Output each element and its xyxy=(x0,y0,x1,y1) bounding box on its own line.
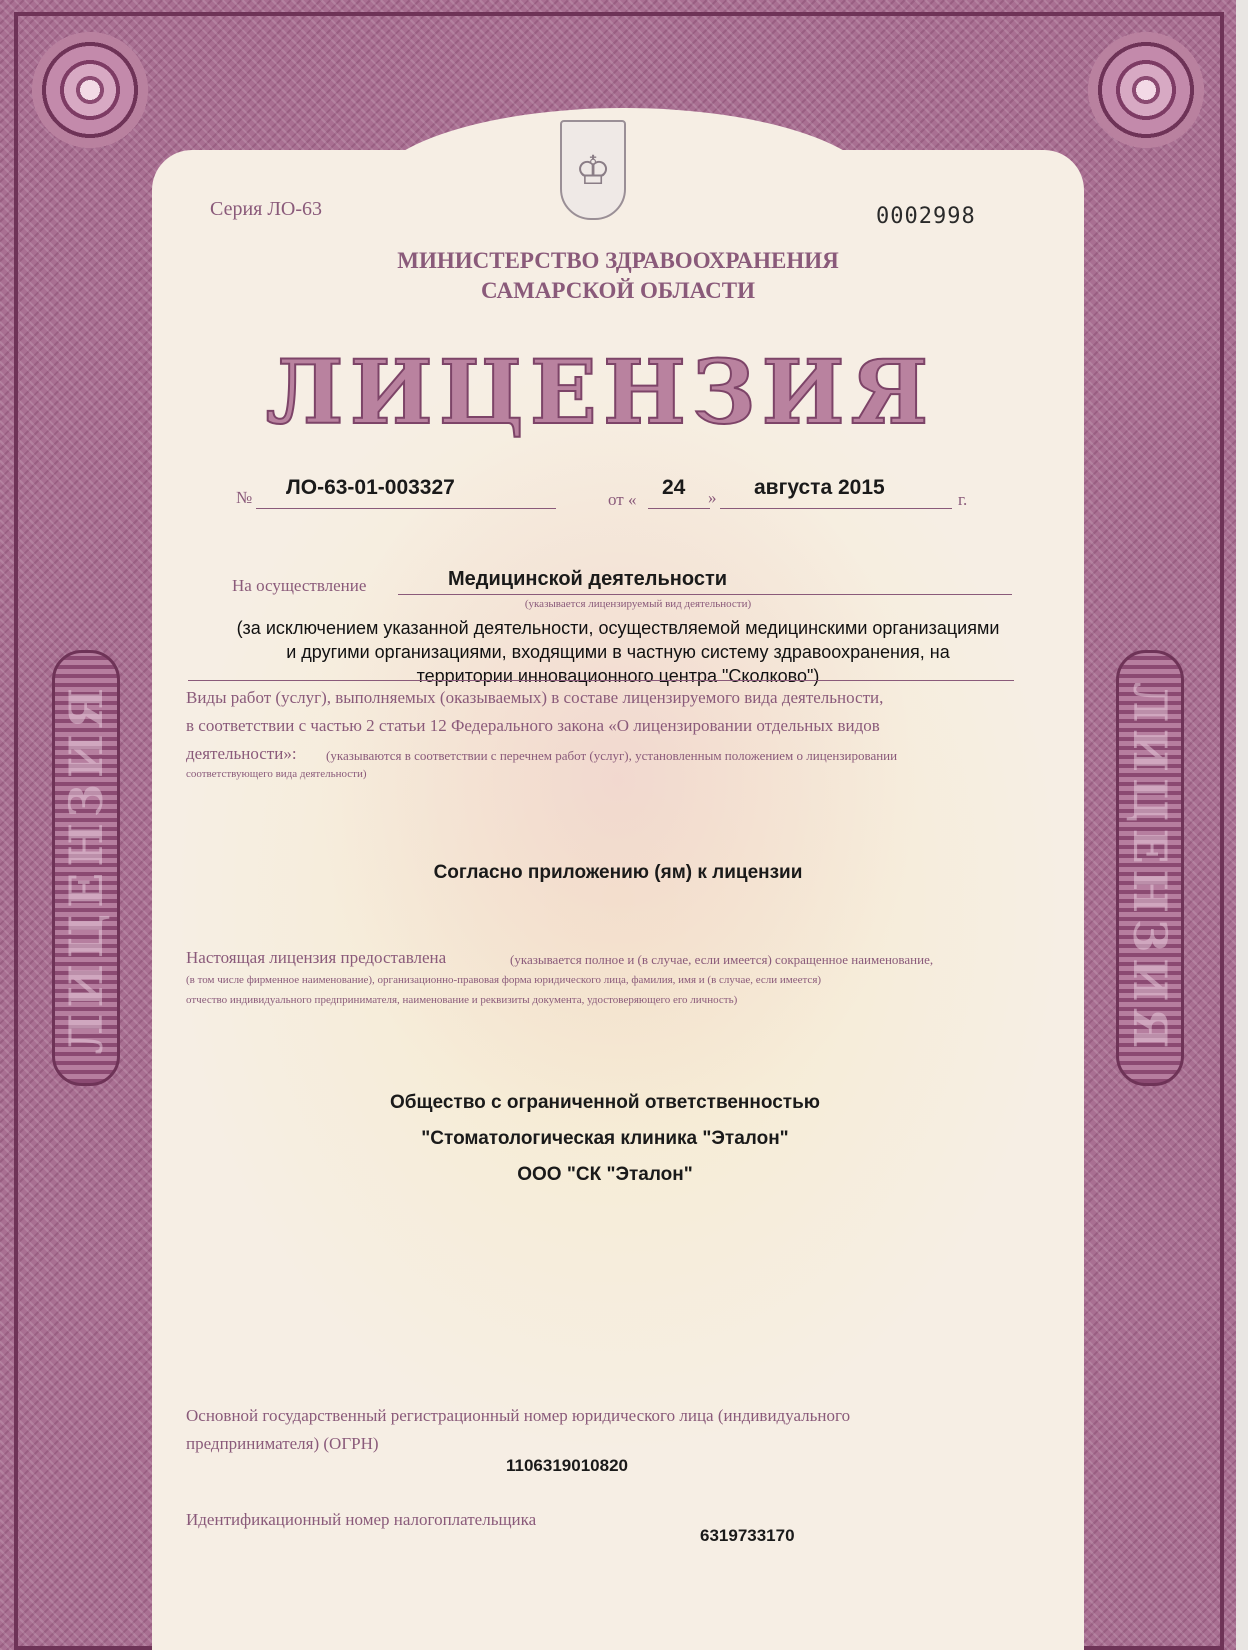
activity-hint: (указывается лицензируемый вид деятельности) xyxy=(524,598,752,610)
license-number: ЛО-63-01-003327 xyxy=(286,476,455,499)
inn-value: 6319733170 xyxy=(700,1526,795,1545)
rosette-ornament-icon xyxy=(30,30,150,150)
page-title: ЛИЦЕНЗИЯ xyxy=(265,340,935,444)
year-suffix: г. xyxy=(958,490,968,509)
side-panel-text: ЛИЦЕНЗИЯ xyxy=(1123,681,1177,1055)
holder-hint2: (в том числе фирменное наименование), организационно-правовая форма юридического лица, фамилия, имя и (в случае, если имеется) xyxy=(186,974,822,986)
holder-name-line2: "Стоматологическая клиника "Эталон" xyxy=(421,1128,789,1149)
works-value: Согласно приложению (ям) к лицензии xyxy=(433,862,803,883)
number-underline xyxy=(256,508,556,509)
day-underline xyxy=(648,508,710,509)
month-underline xyxy=(720,508,952,509)
side-panel-text: ЛИЦЕНЗИЯ xyxy=(59,681,113,1055)
holder-hint3: отчество индивидуального предпринимателя, наименование и реквизиты документа, удостоверяющего его личность) xyxy=(186,994,738,1006)
holder-name-line3: ООО "СК "Эталон" xyxy=(517,1164,693,1185)
coat-of-arms-icon: ♔ xyxy=(560,120,626,220)
series-label: Серия ЛО-63 xyxy=(210,198,323,220)
activity-label: На осуществление xyxy=(232,576,367,595)
number-label: № xyxy=(236,488,253,507)
activity-underline xyxy=(398,594,1012,595)
license-day: 24 xyxy=(662,476,686,499)
holder-name-line1: Общество с ограниченной ответственностью xyxy=(389,1092,821,1113)
holder-hint1: (указывается полное и (в случае, если имеется) сокращенное наименование, xyxy=(510,952,934,967)
works-line3-label: деятельности»: xyxy=(186,744,297,763)
activity-note-underline xyxy=(188,680,1014,681)
activity-value: Медицинской деятельности xyxy=(448,568,728,590)
ministry-line1: МИНИСТЕРСТВО ЗДРАВООХРАНЕНИЯ xyxy=(397,248,839,273)
serial-number: 0002998 xyxy=(876,204,976,229)
date-from-label: от « xyxy=(608,490,637,509)
ministry-line2: САМАРСКОЙ ОБЛАСТИ xyxy=(481,278,755,303)
activity-note-line2: и другими организациями, входящими в частную систему здравоохранения, на xyxy=(286,642,950,662)
works-line3-hint: (указываются в соответствии с перечнем работ (услуг), установленным положением о лицензировании xyxy=(326,748,898,763)
holder-label: Настоящая лицензия предоставлена xyxy=(186,948,447,967)
activity-note-line3: территории инновационного центра "Сколково") xyxy=(416,666,820,686)
inn-label: Идентификационный номер налогоплательщика xyxy=(186,1510,537,1529)
day-close: » xyxy=(708,488,717,507)
works-line2: в соответствии с частью 2 статьи 12 Федерального закона «О лицензировании отдельных видов xyxy=(186,716,880,735)
ogrn-label-line1: Основной государственный регистрационный номер юридического лица (индивидуального xyxy=(186,1406,851,1425)
ogrn-value: 1106319010820 xyxy=(506,1456,628,1475)
rosette-ornament-icon xyxy=(1086,30,1206,150)
license-month-year: августа 2015 xyxy=(754,476,885,499)
works-line4-hint: соответствующего вида деятельности) xyxy=(186,768,367,780)
ogrn-label-line2: предпринимателя) (ОГРН) xyxy=(186,1434,379,1453)
works-line1: Виды работ (услуг), выполняемых (оказываемых) в составе лицензируемого вида деятельности, xyxy=(186,688,884,707)
activity-note-line1: (за исключением указанной деятельности, осуществляемой медицинскими организациями xyxy=(236,618,1000,638)
